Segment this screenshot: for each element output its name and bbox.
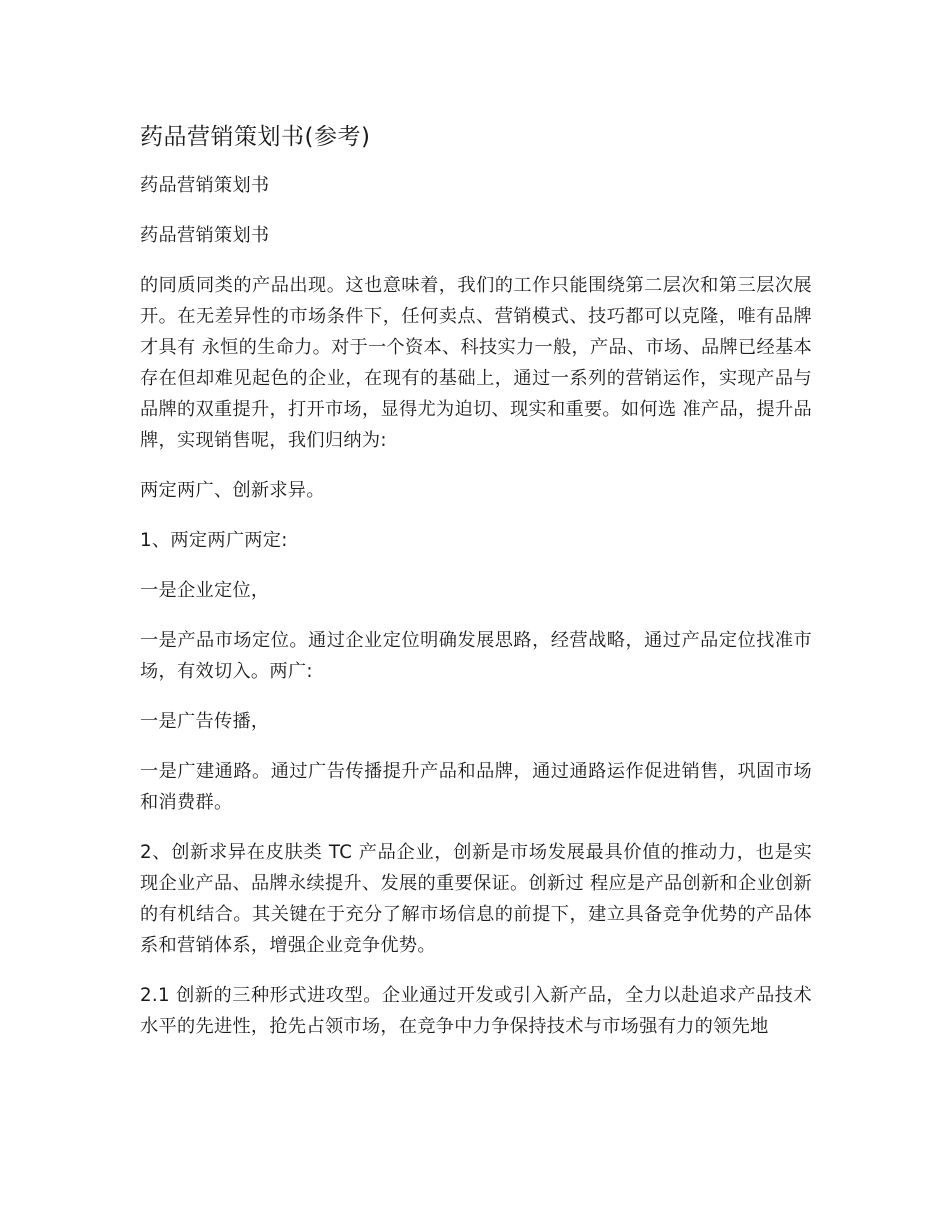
document-page: [140, 118, 812, 1061]
body-paragraph: 一是广建通路。通过广告传播提升产品和品牌，通过通路运作促进销售，巩固市场和消费群。: [140, 761, 812, 813]
document-title: 药品营销策划书(参考): [140, 124, 371, 150]
body-paragraph: 一是企业定位，: [140, 580, 270, 601]
body-paragraph: 两定两广、创新求异。: [140, 480, 325, 501]
body-paragraph: 一是广告传播，: [140, 711, 270, 732]
section-heading: 1、两定两广两定:: [140, 530, 288, 551]
subtitle-line: 药品营销策划书: [140, 175, 270, 196]
section-paragraph: 2.1 创新的三种形式进攻型。企业通过开发或引入新产品，全力以赴追求产品技术水平的先进性，抢先占领市场，在竞争中力争保持技术与市场强有力的领先地: [140, 985, 812, 1037]
body-paragraph: 一是产品市场定位。通过企业定位明确发展思路，经营战略，通过产品定位找准市场，有效切入。两广:: [140, 630, 812, 682]
section-paragraph: 2、创新求异在皮肤类 TC 产品企业，创新是市场发展最具价值的推动力，也是实现企业产品、品牌永续提升、发展的重要保证。创新过 程应是产品创新和企业创新的有机结合。其关键在于充分了解市场信息的前提下，建立具备竞争优势的产品体系和营销体系，增强企业竞争优势。: [140, 842, 812, 956]
body-paragraph: 的同质同类的产品出现。这也意味着，我们的工作只能围绕第二层次和第三层次展开。在无差异性的市场条件下，任何卖点、营销模式、技巧都可以克隆，唯有品牌才具有 永恒的生命力。对于一个资本、科技实力一般，产品、市场、品牌已经基本存在但却难见起色的企业，在现有的基础上，通过一系列的营销运作，实现产品与品牌的双重提升，打开市场，显得尤为迫切、现实和重要。如何选 准产品，提升品牌，实现销售呢，我们归纳为:: [140, 275, 812, 451]
subtitle-line: 药品营销策划书: [140, 225, 270, 246]
